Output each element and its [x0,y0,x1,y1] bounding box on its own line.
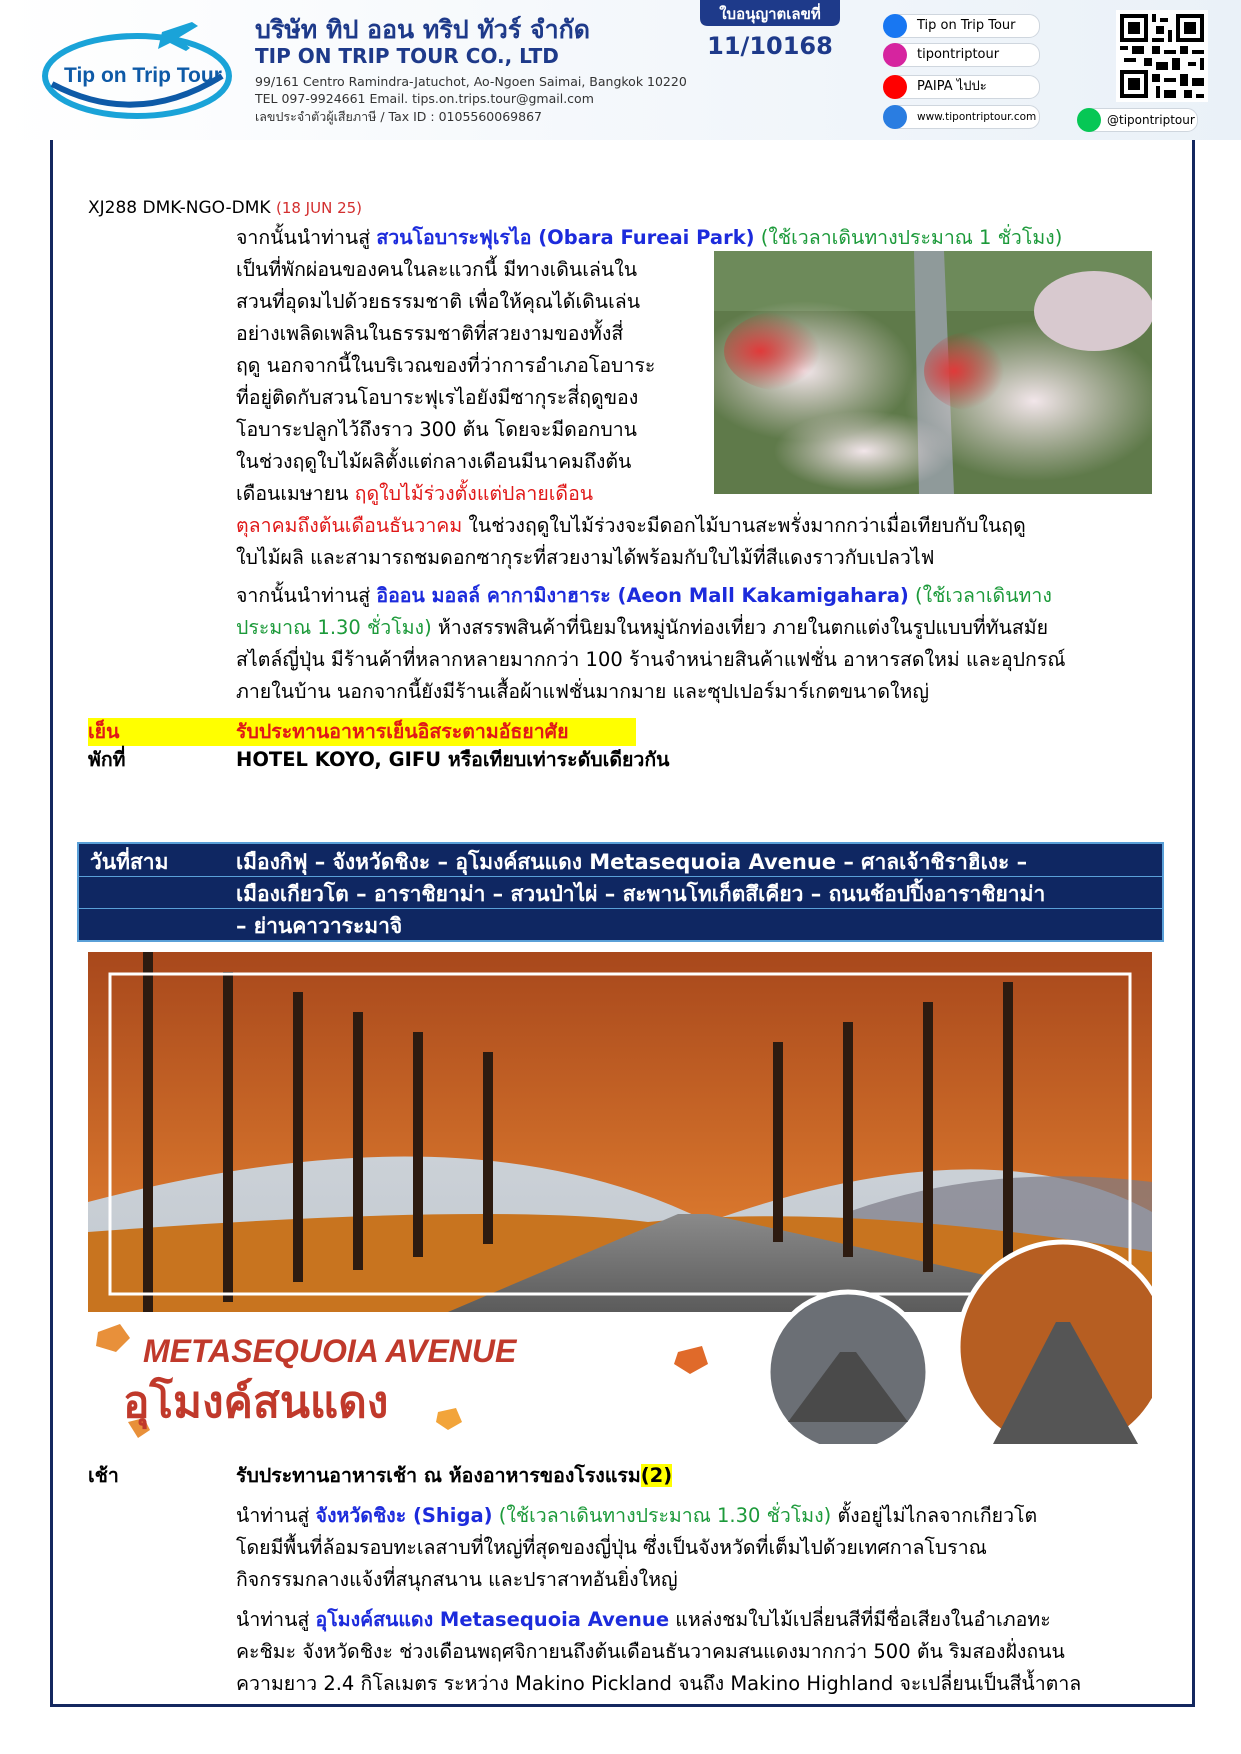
social-line[interactable]: @tipontriptour [1078,108,1198,132]
shiga-place: จังหวัดชิงะ (Shiga) [315,1504,493,1527]
social-website[interactable]: www.tipontriptour.com [884,105,1040,129]
company-contact: TEL 097-9924661 Email. tips.on.trips.tour@gmail.com [255,91,594,106]
meta-heading: นำท่านสู่ อุโมงค์สนแดง Metasequoia Avenue แหล่งชมใบไม้เปลี่ยนสีที่มีชื่อเสียงในอำเภอทะ [236,1608,1051,1631]
metasequoia-avenue-photo [88,952,1152,1444]
flight-date: (18 JUN 25) [275,199,363,217]
meal-count: (2) [640,1464,673,1487]
day3-header [77,842,1164,942]
shiga-line: กิจกรรมกลางแจ้งที่สนุกสนาน และปราสาทอันยิ่งใหญ่ [236,1568,678,1591]
hotel-label: พักที่ [88,748,126,771]
aeon-line: สไตล์ญี่ปุ่น มีร้านค้าที่หลากหลายมากกว่า 100 ร้านจำหน่ายสินค้าแฟชั่น อาหารสดใหม่ และอุปกรณ์ [236,648,1066,671]
company-name-en: TIP ON TRIP TOUR CO., LTD [255,44,559,68]
obara-line: โอบาระปลูกไว้ถึงราว 300 ต้น โดยจะมีดอกบาน [236,418,638,441]
obara-line: สวนที่อุดมไปด้วยธรรมชาติ เพื่อให้คุณได้เดินเล่น [236,290,641,313]
aeon-line: ภายในบ้าน นอกจากนี้ยังมีร้านเสื้อผ้าแฟชั่นมากมาย และซุปเปอร์มาร์เกตขนาดใหญ่ [236,680,929,703]
shiga-line: โดยมีพื้นที่ล้อมรอบทะเลสาบที่ใหญ่ที่สุดของญี่ปุ่น ซึ่งเป็นจังหวัดที่เต็มไปด้วยเทศกาลโบราณ [236,1536,987,1559]
obara-heading: จากนั้นนำท่านสู่ สวนโอบาระฟุเรไอ (Obara Fureai Park) (ใช้เวลาเดินทางประมาณ 1 ชั่วโมง) [236,226,1063,249]
day3-route-line: เมืองกิฟุ – จังหวัดชิงะ – อุโมงค์สนแดง Metasequoia Avenue – ศาลเจ้าชิราฮิเงะ – [236,850,1028,874]
shiga-heading: นำท่านสู่ จังหวัดชิงะ (Shiga) (ใช้เวลาเดินทางประมาณ 1.30 ชั่วโมง) ตั้งอยู่ไม่ไกลจากเกียวโต [236,1504,1038,1527]
meta-line: ความยาว 2.4 กิโลเมตร ระหว่าง Makino Pickland จนถึง Makino Highland จะเปลี่ยนเป็นสีน้ำตาล [236,1672,1082,1695]
day3-route-line: เมืองเกียวโต – อาราชิยาม่า – สวนป่าไผ่ – สะพานโทเก็ตสึเคียว – ถนนช้อปปิ้งอาราชิยาม่า [236,882,1046,906]
facebook-icon [883,14,907,38]
day3-label: วันที่สาม [90,850,169,874]
social-youtube[interactable]: PAIPA ไปปะ [884,75,1040,99]
obara-line: ใบไม้ผลิ และสามารถชมดอกซากุระที่สวยงามได้พร้อมกับใบไม้ที่สีแดงราวกับเปลวไฟ [236,546,935,569]
hotel-note: หรือเทียบเท่าระดับเดียวกัน [447,748,670,771]
obara-park-photo [714,251,1152,494]
aeon-place: อิออน มอลล์ คากามิงาฮาระ (Aeon Mall Kakamigahara) [376,584,909,607]
obara-line: เป็นที่พักผ่อนของคนในละแวกนี้ มีทางเดินเล่นใน [236,258,638,281]
aeon-heading: จากนั้นนำท่านสู่ อิออน มอลล์ คากามิงาฮาระ (Aeon Mall Kakamigahara) (ใช้เวลาเดินทาง [236,584,1052,607]
aeon-line: ประมาณ 1.30 ชั่วโมง) ห้างสรรพสินค้าที่นิยมในหมู่นักท่องเที่ยว ภายในตกแต่งในรูปแบบที่ทันสมัย [236,616,1049,639]
obara-line: ในช่วงฤดูใบไม้ผลิตั้งแต่กลางเดือนมีนาคมถึงต้น [236,450,632,473]
company-address: 99/161 Centro Ramindra-Jatuchot, Ao-Ngoen Saimai, Bangkok 10220 [255,74,687,89]
dinner-text: รับประทานอาหารเย็นอิสระตามอัธยาศัย [236,720,569,743]
obara-line: ตุลาคมถึงต้นเดือนธันวาคม ในช่วงฤดูใบไม้ร่วงจะมีดอกไม้บานสะพรั่งมากกว่าเมื่อเทียบกับในฤดู [236,514,1026,537]
flight-info [88,198,362,218]
day3-route-line: – ย่านคาวาระมาจิ [236,914,403,938]
company-tax-id: เลขประจำตัวผู้เสียภาษี / Tax ID : 0105560069867 [255,109,542,124]
qr-code [1116,10,1208,102]
flight-code: XJ288 DMK-NGO-DMK [88,198,271,218]
meta-place: อุโมงค์สนแดง Metasequoia Avenue [315,1608,670,1631]
obara-line: ฤดู นอกจากนี้ในบริเวณของที่ว่าการอำเภอโอบาระ [236,354,656,377]
meta-line: คะชิมะ จังหวัดชิงะ ช่วงเดือนพฤศจิกายนถึงต้นเดือนธันวาคมสนแดงมากกว่า 500 ต้น ริมสองฝั่งถนน [236,1640,1065,1663]
line-icon [1077,108,1101,132]
hotel-info [236,744,670,776]
breakfast-label: เช้า [88,1464,119,1487]
obara-line: อย่างเพลิดเพลินในธรรมชาติที่สวยงามของทั้งสี่ [236,322,624,345]
dinner-label: เย็น [88,720,120,743]
obara-place: สวนโอบาระฟุเรไอ (Obara Fureai Park) [376,226,755,249]
permit-number: 11/10168 [707,32,833,60]
banner-title-en: METASEQUOIA AVENUE [143,1333,517,1369]
company-name-th: บริษัท ทิป ออน ทริป ทัวร์ จำกัด [255,15,591,44]
logo-text: Tip on Trip Tour [64,64,222,87]
obara-line: ที่อยู่ติดกับสวนโอบาระฟุเรไอยังมีซากุระสี่ฤดูของ [236,386,639,409]
banner-title-th: อุโมงค์สนแดง [123,1377,389,1428]
obara-duration: (ใช้เวลาเดินทางประมาณ 1 ชั่วโมง) [760,226,1063,249]
company-logo [42,14,232,122]
permit-label: ใบอนุญาตเลขที่ [719,5,821,23]
hotel-name: HOTEL KOYO, GIFU [236,748,442,771]
instagram-icon [883,43,907,67]
dinner-row [88,718,636,746]
social-instagram[interactable]: tipontriptour [884,43,1040,67]
youtube-icon [883,75,907,99]
social-facebook[interactable]: Tip on Trip Tour [884,14,1040,38]
obara-line: เดือนเมษายน ฤดูใบไม้ร่วงตั้งแต่ปลายเดือน [236,482,594,505]
breakfast-text: รับประทานอาหารเช้า ณ ห้องอาหารของโรงแรม [236,1464,641,1487]
page-header [0,0,1241,140]
breakfast-row [236,1460,672,1492]
web-icon [883,105,907,129]
